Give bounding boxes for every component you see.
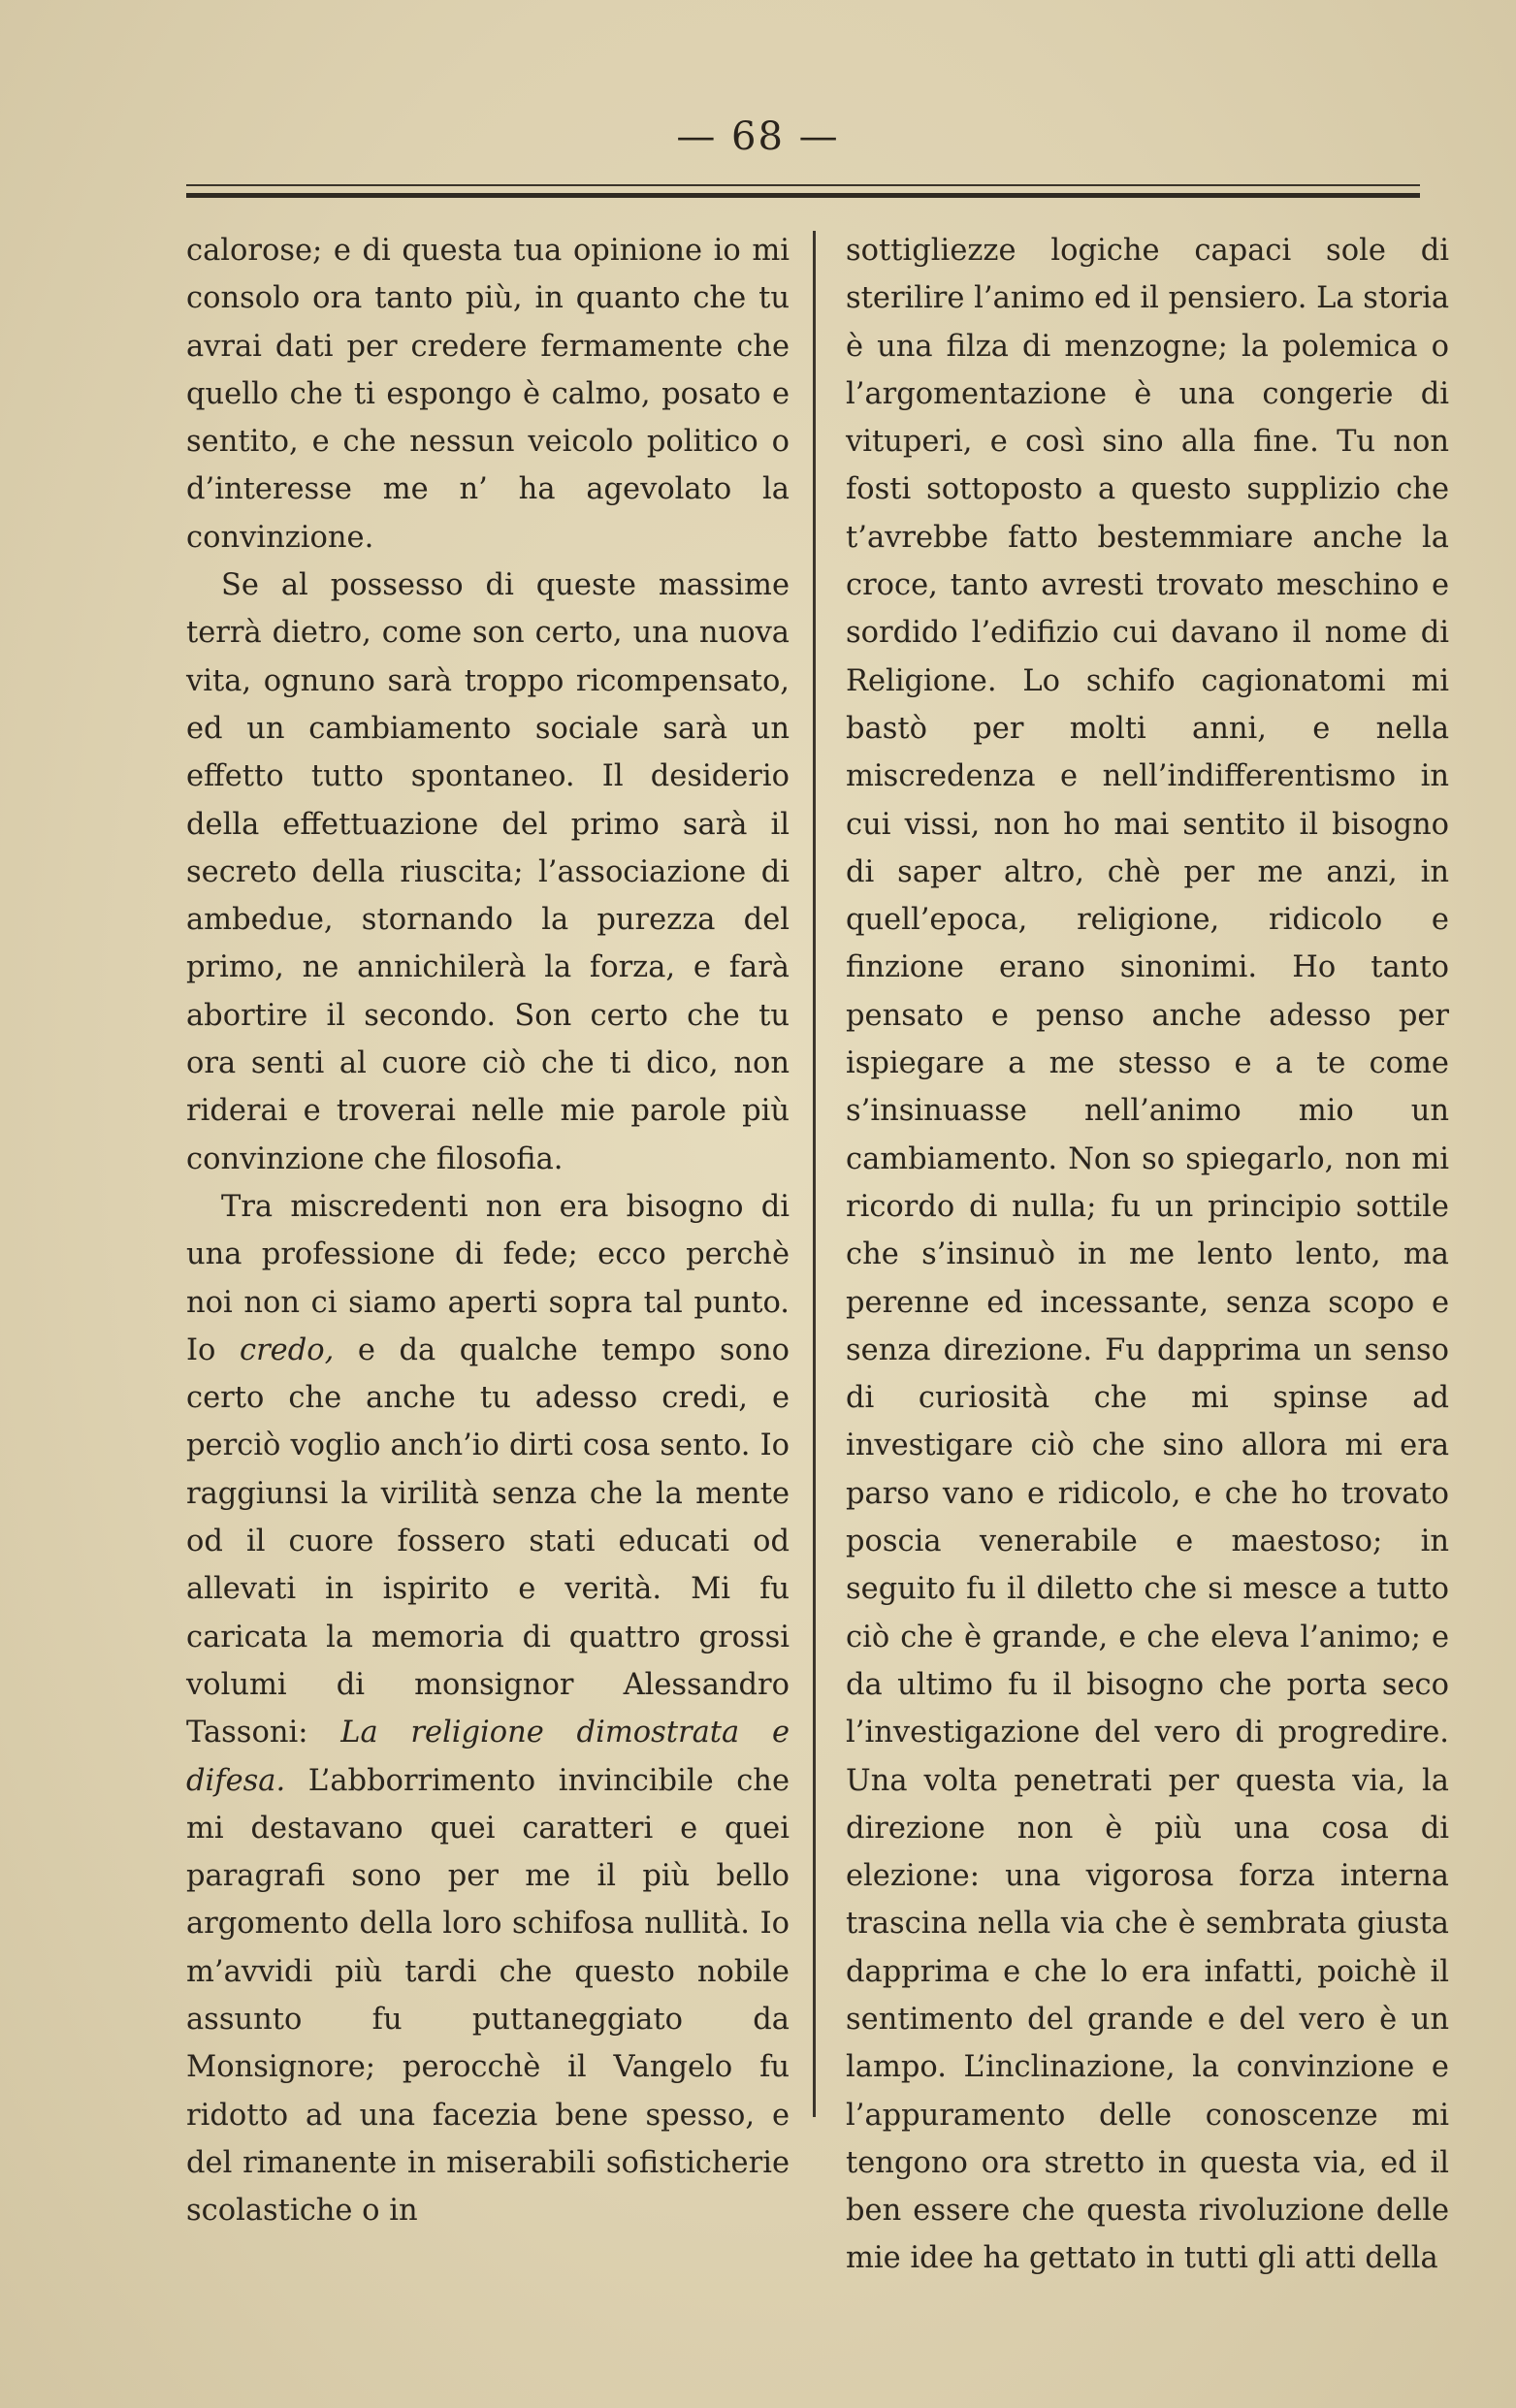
italic-book-title: La religione dimostrata e difesa. (186, 1716, 790, 1798)
paragraph-3-text-a: Tra miscredenti non era bisogno di una professione di fede; ecco perchè noi non ci siamo aperti sopra tal punto. Io (186, 1189, 790, 1367)
paragraph-4: sottigliezze logiche capaci sole di sterilire l’animo ed il pensiero. La storia è una filza di menzogne; la polemica o l’argomentazione è una congerie di vituperi, e così sino alla fine. Tu non fosti sottoposto a questo supplizio che t’avrebbe fatto bestemmiare anche la croce, tanto avresti trovato meschino e sordido l’edifizio cui davano il nome di Religione. Lo schifo cagionatomi mi bastò per molti anni, e nella miscredenza e nell’indifferentismo in cui vissi, non ho mai sentito il bisogno di saper altro, chè per me anzi, in quell’epoca, religione, ridicolo e finzione erano sinonimi. Ho tanto pensato e penso anche adesso per ispiegare a me stesso e a te come s’insinuasse nell’animo mio un cambiamento. Non so spiegarlo, non mi ricordo di nulla; fu un principio sottile che s’insinuò in me lento lento, ma perenne ed incessante, senza scopo e senza direzione. Fu dapprima un senso di curiosità che mi spinse ad investigare ciò che sino allora mi era parso vano e ridicolo, e che ho trovato poscia venerabile e maestoso; in seguito fu il diletto che si mesce a tutto ciò che è grande, e che eleva l’animo; e da ultimo fu il bisogno che porta seco l’investigazione del vero di progredire. Una volta penetrati per questa via, la direzione non è più una cosa di elezione: una vigorosa forza interna trascina nella via che è sembrata giusta dapprima e che lo era infatti, poichè il sentimento del grande e del vero è un lampo. L’inclinazione, la convinzione e l’appuramento delle conoscenze mi tengono ora stretto in questa via, ed il ben essere che questa rivoluzione delle mie idee ha gettato in tutti gli atti della (846, 234, 1450, 2276)
left-column (186, 227, 790, 2234)
paragraph-1: calorose; e di questa tua opinione io mi consolo ora tanto più, in quanto che tu avrai dati per credere fermamente che quello che ti espongo è calmo, posato e sentito, e che nessun veicolo politico o d’interesse me n’ ha agevolato la convinzione. (186, 234, 790, 555)
paragraph-3-text-c: L’abborrimento invincibile che mi destavano quei caratteri e quei paragrafi sono per me il più bello argomento della loro schifosa nullità. Io m’avvidi più tardi che questo nobile assunto fu puttaneggiato da Monsignore; perocchè il Vangelo fu ridotto ad una facezia bene spesso, e del rimanente in miserabili sofisticherie scolastiche o in (186, 1763, 790, 2229)
header-rule-thin (186, 184, 1420, 186)
paragraph-3-text-b: e da qualche tempo sono certo che anche tu adesso credi, e perciò voglio anch’io dirti cosa sento. Io raggiunsi la virilità senza che la mente od il cuore fossero stati educati od allevati in ispirito e verità. Mi fu caricata la memoria di quattro grossi volumi di monsignor Alessandro Tassoni: (186, 1332, 790, 1750)
italic-credo: credo, (240, 1332, 335, 1367)
page-number: — 68 — (676, 114, 840, 159)
paragraph-3 (186, 1183, 790, 2235)
column-divider (813, 231, 816, 2117)
paragraph-2: Se al possesso di queste massime terrà dietro, come son certo, una nuova vita, ognuno sarà troppo ricompensato, ed un cambiamento sociale sarà un effetto tutto spontaneo. Il desiderio della effettuazione del primo sarà il secreto della riuscita; l’associazione di ambedue, stornando la purezza del primo, ne annichilerà la forza, e farà abortire il secondo. Son certo che tu ora senti al cuore ciò che ti dico, non riderai e troverai nelle mie parole più convinzione che filosofia. (186, 568, 790, 1176)
right-column (846, 227, 1449, 2283)
header-rule-thick (186, 193, 1420, 198)
